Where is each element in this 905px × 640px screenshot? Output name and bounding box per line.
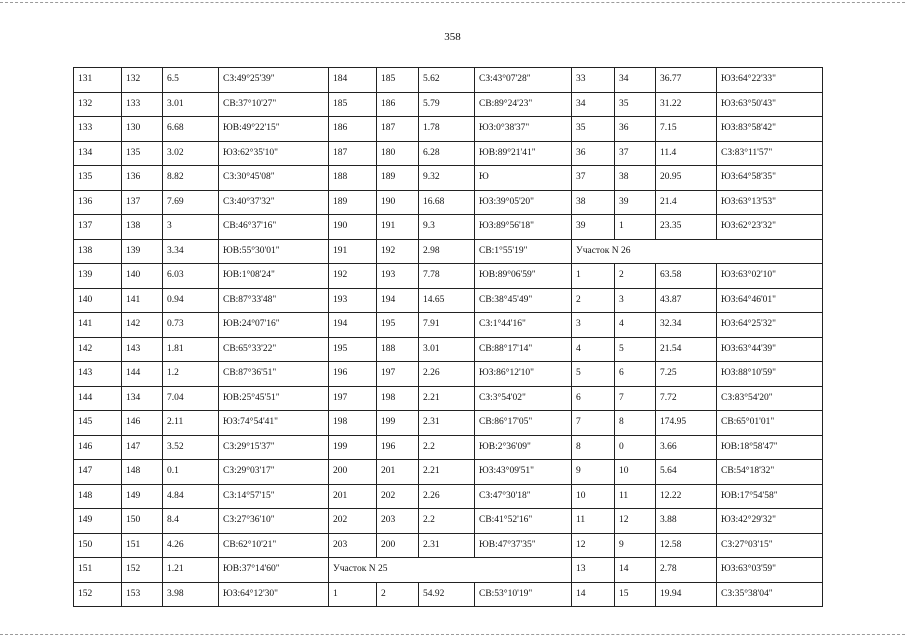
table-row — [74, 337, 823, 362]
table-cell: 138 — [122, 215, 163, 240]
table-cell: 141 — [122, 288, 163, 313]
table-cell: 1.78 — [419, 117, 475, 142]
table-cell: 134 — [122, 386, 163, 411]
table-cell: 150 — [122, 509, 163, 534]
table-cell: 31.22 — [656, 92, 717, 117]
coordinates-table — [73, 67, 823, 607]
table-cell: ЮЗ:86°12'10" — [475, 362, 572, 387]
table-cell: 8 — [572, 435, 615, 460]
table-cell: 0.1 — [163, 460, 219, 485]
table-row — [74, 166, 823, 191]
table-cell: 7.25 — [656, 362, 717, 387]
table-cell: 2 — [615, 264, 656, 289]
table-cell: 34 — [615, 68, 656, 93]
table-cell: 8 — [615, 411, 656, 436]
table-cell: СВ:53°10'19" — [475, 582, 572, 607]
top-scan-edge — [0, 2, 905, 3]
table-cell: 3.02 — [163, 141, 219, 166]
table-cell: ЮЗ:42°29'32" — [717, 509, 823, 534]
table-cell: ЮЗ:62°23'32" — [717, 215, 823, 240]
table-cell: ЮВ:55°30'01" — [219, 239, 329, 264]
table-row — [74, 141, 823, 166]
table-cell: 2.11 — [163, 411, 219, 436]
table-cell: 2.2 — [419, 509, 475, 534]
table-cell: 23.35 — [656, 215, 717, 240]
table-cell: 3 — [163, 215, 219, 240]
table-cell: 201 — [377, 460, 419, 485]
table-cell: 135 — [74, 166, 122, 191]
table-cell: 174.95 — [656, 411, 717, 436]
table-cell: 3.52 — [163, 435, 219, 460]
table-cell: СВ:65°01'01" — [717, 411, 823, 436]
table-cell: ЮВ:89°21'41" — [475, 141, 572, 166]
table-cell: СЗ:1°44'16" — [475, 313, 572, 338]
table-cell: 35 — [615, 92, 656, 117]
table-cell: СВ:62°10'21" — [219, 533, 329, 558]
table-cell: 37 — [572, 166, 615, 191]
table-cell: Ю — [475, 166, 572, 191]
table-cell: СВ:89°24'23" — [475, 92, 572, 117]
table-cell: 6.68 — [163, 117, 219, 142]
table-cell: ЮЗ:83°58'42" — [717, 117, 823, 142]
table-cell: 4.26 — [163, 533, 219, 558]
table-cell: 39 — [615, 190, 656, 215]
table-cell: 5.64 — [656, 460, 717, 485]
table-cell: 6.03 — [163, 264, 219, 289]
table-row — [74, 92, 823, 117]
table-cell: СЗ:43°07'28" — [475, 68, 572, 93]
table-cell: 196 — [329, 362, 377, 387]
table-cell: СЗ:29°03'17" — [219, 460, 329, 485]
table-cell: 190 — [377, 190, 419, 215]
table-cell: 149 — [74, 509, 122, 534]
table-cell: 136 — [122, 166, 163, 191]
table-cell: ЮЗ:63°44'39" — [717, 337, 823, 362]
table-cell: СВ:1°55'19" — [475, 239, 572, 264]
table-cell: 14 — [572, 582, 615, 607]
table-cell: 186 — [329, 117, 377, 142]
table-cell: 16.68 — [419, 190, 475, 215]
table-cell: 9 — [572, 460, 615, 485]
table-cell: 138 — [74, 239, 122, 264]
table-cell: 7.91 — [419, 313, 475, 338]
table-cell: СЗ:27°36'10" — [219, 509, 329, 534]
table-cell: СВ:38°45'49" — [475, 288, 572, 313]
table-cell: 3.01 — [163, 92, 219, 117]
table-cell: 2 — [377, 582, 419, 607]
table-cell: 135 — [122, 141, 163, 166]
table-cell: 63.58 — [656, 264, 717, 289]
table-cell: 199 — [377, 411, 419, 436]
table-cell: 2.26 — [419, 362, 475, 387]
table-cell: 202 — [377, 484, 419, 509]
table-cell: 9 — [615, 533, 656, 558]
table-cell: ЮВ:24°07'16" — [219, 313, 329, 338]
table-cell: 36 — [572, 141, 615, 166]
table-cell: 200 — [377, 533, 419, 558]
table-cell: 6 — [572, 386, 615, 411]
table-cell: 7.04 — [163, 386, 219, 411]
table-cell: 9.3 — [419, 215, 475, 240]
table-cell: 197 — [329, 386, 377, 411]
table-cell: 198 — [329, 411, 377, 436]
table-cell: 201 — [329, 484, 377, 509]
table-cell: 137 — [122, 190, 163, 215]
table-cell: ЮВ:25°45'51" — [219, 386, 329, 411]
table-cell: 133 — [74, 117, 122, 142]
table-cell: 2.21 — [419, 386, 475, 411]
table-cell: 38 — [615, 166, 656, 191]
table-cell: 7.69 — [163, 190, 219, 215]
table-cell: 1 — [615, 215, 656, 240]
table-cell: 36 — [615, 117, 656, 142]
table-cell: 10 — [572, 484, 615, 509]
table-cell: 2.31 — [419, 533, 475, 558]
table-cell: 5 — [572, 362, 615, 387]
table-cell: ЮЗ:63°13'53" — [717, 190, 823, 215]
table-cell: 194 — [329, 313, 377, 338]
table-row — [74, 582, 823, 607]
table-cell: 185 — [329, 92, 377, 117]
table-cell: СЗ:30°45'08" — [219, 166, 329, 191]
table-cell: ЮЗ:64°46'01" — [717, 288, 823, 313]
table-cell: 139 — [122, 239, 163, 264]
table-cell: 131 — [74, 68, 122, 93]
table-cell: ЮЗ:64°25'32" — [717, 313, 823, 338]
table-cell: СВ:65°33'22" — [219, 337, 329, 362]
table-cell: СЗ:3°54'02" — [475, 386, 572, 411]
table-cell: СВ:41°52'16" — [475, 509, 572, 534]
table-cell: 21.54 — [656, 337, 717, 362]
table-cell: 190 — [329, 215, 377, 240]
table-cell: 11.4 — [656, 141, 717, 166]
table-cell: СВ:87°33'48" — [219, 288, 329, 313]
table-cell: ЮЗ:63°50'43" — [717, 92, 823, 117]
table-cell: 185 — [377, 68, 419, 93]
table-cell: ЮВ:49°22'15" — [219, 117, 329, 142]
table-cell: СЗ:49°25'39" — [219, 68, 329, 93]
table-cell: 38 — [572, 190, 615, 215]
table-cell: 193 — [329, 288, 377, 313]
table-cell: 146 — [122, 411, 163, 436]
table-cell: 7.72 — [656, 386, 717, 411]
table-cell: 139 — [74, 264, 122, 289]
table-cell: 151 — [74, 558, 122, 583]
table-cell: ЮВ:37°14'60" — [219, 558, 329, 583]
table-cell: ЮЗ:43°09'51" — [475, 460, 572, 485]
table-cell: 203 — [377, 509, 419, 534]
table-cell: 14 — [615, 558, 656, 583]
table-cell: ЮВ:1°08'24" — [219, 264, 329, 289]
table-cell: 186 — [377, 92, 419, 117]
table-row — [74, 288, 823, 313]
table-row — [74, 386, 823, 411]
table-cell: ЮВ:18°58'47" — [717, 435, 823, 460]
table-cell: 4 — [615, 313, 656, 338]
table-cell: 21.4 — [656, 190, 717, 215]
table-cell: 195 — [377, 313, 419, 338]
table-cell: СЗ:27°03'15" — [717, 533, 823, 558]
table-cell: 192 — [329, 264, 377, 289]
table-row — [74, 68, 823, 93]
table-cell: 3 — [572, 313, 615, 338]
table-cell: 151 — [122, 533, 163, 558]
table-cell: ЮЗ:0°38'37" — [475, 117, 572, 142]
table-row — [74, 117, 823, 142]
table-cell: СВ:87°36'51" — [219, 362, 329, 387]
table-cell: ЮВ:17°54'58" — [717, 484, 823, 509]
table-cell: 4 — [572, 337, 615, 362]
table-row — [74, 533, 823, 558]
table-cell: 12 — [615, 509, 656, 534]
table-cell: 187 — [377, 117, 419, 142]
table-cell: СЗ:83°54'20" — [717, 386, 823, 411]
table-cell: 142 — [122, 313, 163, 338]
table-cell: 197 — [377, 362, 419, 387]
table-cell: 1 — [329, 582, 377, 607]
table-cell: 136 — [74, 190, 122, 215]
table-cell: 19.94 — [656, 582, 717, 607]
table-cell: 37 — [615, 141, 656, 166]
page-number: 358 — [444, 31, 461, 43]
table-cell: 32.34 — [656, 313, 717, 338]
table-cell: ЮЗ:63°03'59" — [717, 558, 823, 583]
table-cell: 0.94 — [163, 288, 219, 313]
table-cell: 9.32 — [419, 166, 475, 191]
table-cell: 147 — [74, 460, 122, 485]
table-cell: 33 — [572, 68, 615, 93]
table-cell: ЮЗ:62°35'10" — [219, 141, 329, 166]
table-cell: 145 — [74, 411, 122, 436]
table-cell: 202 — [329, 509, 377, 534]
table-row — [74, 313, 823, 338]
table-cell: 7.15 — [656, 117, 717, 142]
table-cell: 141 — [74, 313, 122, 338]
table-cell: ЮЗ:64°22'33" — [717, 68, 823, 93]
table-cell: 133 — [122, 92, 163, 117]
table-cell: 7 — [572, 411, 615, 436]
table-cell: 130 — [122, 117, 163, 142]
table-cell: 6.28 — [419, 141, 475, 166]
table-cell: 187 — [329, 141, 377, 166]
table-cell: 2.78 — [656, 558, 717, 583]
table-cell: 132 — [122, 68, 163, 93]
table-cell: 198 — [377, 386, 419, 411]
table-cell: 180 — [377, 141, 419, 166]
table-cell: 152 — [122, 558, 163, 583]
table-cell: 203 — [329, 533, 377, 558]
table-cell: СЗ:29°15'37" — [219, 435, 329, 460]
table-cell: 188 — [329, 166, 377, 191]
table-cell: 54.92 — [419, 582, 475, 607]
table-cell: 2.26 — [419, 484, 475, 509]
table-row — [74, 558, 823, 583]
table-cell: 153 — [122, 582, 163, 607]
table-row — [74, 435, 823, 460]
table-cell: 34 — [572, 92, 615, 117]
table-cell: 1.2 — [163, 362, 219, 387]
table-cell: 134 — [74, 141, 122, 166]
table-cell: 3.88 — [656, 509, 717, 534]
table-cell: 132 — [74, 92, 122, 117]
table-cell: 43.87 — [656, 288, 717, 313]
table-cell: 144 — [74, 386, 122, 411]
table-row — [74, 509, 823, 534]
table-cell: ЮЗ:39°05'20" — [475, 190, 572, 215]
table-cell: 8.82 — [163, 166, 219, 191]
table-cell: СЗ:83°11'57" — [717, 141, 823, 166]
table-cell: ЮЗ:63°02'10" — [717, 264, 823, 289]
table-cell: 13 — [572, 558, 615, 583]
table-cell: 137 — [74, 215, 122, 240]
table-cell: 2.2 — [419, 435, 475, 460]
table-cell: ЮЗ:74°54'41" — [219, 411, 329, 436]
table-cell: 6 — [615, 362, 656, 387]
table-cell: 191 — [377, 215, 419, 240]
table-cell: 148 — [122, 460, 163, 485]
table-row — [74, 215, 823, 240]
table-cell: 11 — [615, 484, 656, 509]
table-cell: 3.01 — [419, 337, 475, 362]
table-cell: 199 — [329, 435, 377, 460]
table-cell: 14.65 — [419, 288, 475, 313]
table-cell: 189 — [377, 166, 419, 191]
table-row — [74, 362, 823, 387]
bottom-scan-edge — [0, 634, 905, 635]
table-row — [74, 411, 823, 436]
table-cell: 12 — [572, 533, 615, 558]
table-cell: 188 — [377, 337, 419, 362]
table-cell: 5.62 — [419, 68, 475, 93]
table-cell: СЗ:35°38'04" — [717, 582, 823, 607]
table-cell: СВ:46°37'16" — [219, 215, 329, 240]
table-cell: 7 — [615, 386, 656, 411]
table-cell: 2 — [572, 288, 615, 313]
table-cell: 143 — [122, 337, 163, 362]
table-row — [74, 460, 823, 485]
table-cell: 200 — [329, 460, 377, 485]
table-cell: 1.21 — [163, 558, 219, 583]
table-cell: ЮЗ:89°56'18" — [475, 215, 572, 240]
table-cell: 140 — [122, 264, 163, 289]
table-cell: СЗ:47°30'18" — [475, 484, 572, 509]
table-cell: СВ:88°17'14" — [475, 337, 572, 362]
table-cell: 0 — [615, 435, 656, 460]
table-cell: СЗ:40°37'32" — [219, 190, 329, 215]
table-row — [74, 239, 823, 264]
section-header: Участок N 26 — [572, 239, 823, 264]
table-cell: 20.95 — [656, 166, 717, 191]
table-cell: ЮЗ:64°12'30" — [219, 582, 329, 607]
table-cell: 35 — [572, 117, 615, 142]
table-cell: 152 — [74, 582, 122, 607]
table-cell: 3 — [615, 288, 656, 313]
table-cell: СЗ:14°57'15" — [219, 484, 329, 509]
table-cell: 2.21 — [419, 460, 475, 485]
table-cell: 8.4 — [163, 509, 219, 534]
table-cell: 1.81 — [163, 337, 219, 362]
table-cell: 5 — [615, 337, 656, 362]
table-cell: СВ:54°18'32" — [717, 460, 823, 485]
table-cell: 2.98 — [419, 239, 475, 264]
table-cell: 39 — [572, 215, 615, 240]
table-row — [74, 484, 823, 509]
table-cell: 143 — [74, 362, 122, 387]
table-cell: 193 — [377, 264, 419, 289]
table-cell: 192 — [377, 239, 419, 264]
table-cell: 12.58 — [656, 533, 717, 558]
table-cell: 2.31 — [419, 411, 475, 436]
table-cell: ЮВ:2°36'09" — [475, 435, 572, 460]
table-cell: 147 — [122, 435, 163, 460]
table-cell: 1 — [572, 264, 615, 289]
table-cell: 150 — [74, 533, 122, 558]
table-cell: 146 — [74, 435, 122, 460]
table-cell: 140 — [74, 288, 122, 313]
table-cell: 189 — [329, 190, 377, 215]
table-cell: 0.73 — [163, 313, 219, 338]
table-row — [74, 264, 823, 289]
table-cell: 3.98 — [163, 582, 219, 607]
table-cell: 3.66 — [656, 435, 717, 460]
table-cell: 196 — [377, 435, 419, 460]
table-cell: 191 — [329, 239, 377, 264]
table-cell: 6.5 — [163, 68, 219, 93]
table-cell: 184 — [329, 68, 377, 93]
table-cell: 148 — [74, 484, 122, 509]
table-cell: 5.79 — [419, 92, 475, 117]
table-cell: 3.34 — [163, 239, 219, 264]
table-cell: 149 — [122, 484, 163, 509]
table-cell: ЮВ:89°06'59" — [475, 264, 572, 289]
table-cell: 142 — [74, 337, 122, 362]
table-cell: 144 — [122, 362, 163, 387]
table-cell: СВ:37°10'27" — [219, 92, 329, 117]
table-cell: ЮЗ:88°10'59" — [717, 362, 823, 387]
table-cell: СВ:86°17'05" — [475, 411, 572, 436]
table-row — [74, 190, 823, 215]
table-cell: 7.78 — [419, 264, 475, 289]
table-cell: 15 — [615, 582, 656, 607]
table-cell: 195 — [329, 337, 377, 362]
table-cell: 36.77 — [656, 68, 717, 93]
table-cell: ЮЗ:64°58'35" — [717, 166, 823, 191]
table-cell: 12.22 — [656, 484, 717, 509]
table-cell: ЮВ:47°37'35" — [475, 533, 572, 558]
table-cell: 4.84 — [163, 484, 219, 509]
table-cell: 194 — [377, 288, 419, 313]
table-cell: 10 — [615, 460, 656, 485]
section-header: Участок N 25 — [329, 558, 572, 583]
table-cell: 11 — [572, 509, 615, 534]
